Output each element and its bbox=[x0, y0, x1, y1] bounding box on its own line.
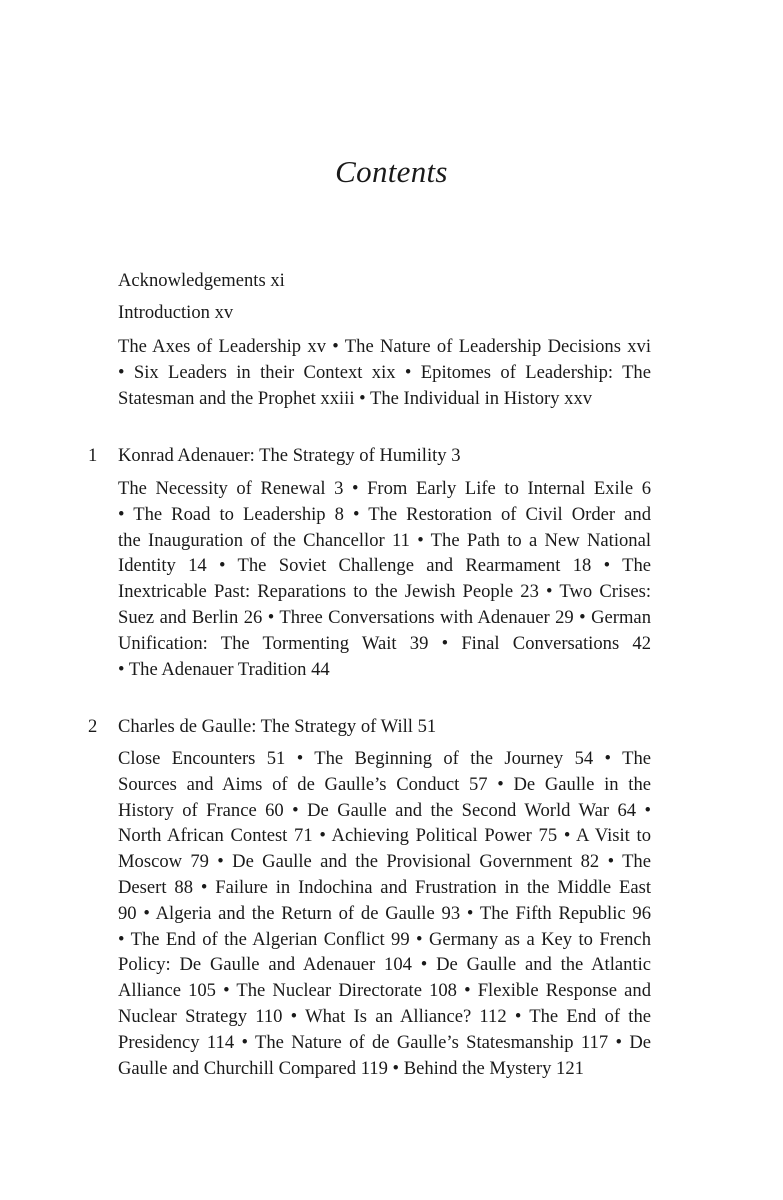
section-line: Desert 88 • Failure in Indochina and Frustration in the Middle East bbox=[118, 876, 651, 898]
section-line: Identity 14 • The Soviet Challenge and Rearmament 18 • The bbox=[118, 555, 651, 577]
toc-entry-acknowledgements: Acknowledgements xi bbox=[118, 270, 285, 291]
section-line: Alliance 105 • The Nuclear Directorate 108 • Flexible Response and bbox=[118, 980, 651, 1002]
section-line: Inextricable Past: Reparations to the Jewish People 23 • Two Crises: bbox=[118, 581, 651, 603]
chapter-title: Charles de Gaulle: The Strategy of Will 51 bbox=[118, 716, 437, 737]
section-line: The Necessity of Renewal 3 • From Early Life to Internal Exile 6 bbox=[118, 478, 651, 499]
section-line: the Inauguration of the Chancellor 11 • The Path to a New National bbox=[118, 529, 651, 551]
page-title: Contents bbox=[335, 154, 448, 189]
chapter-sections bbox=[118, 746, 651, 1081]
section-line: Sources and Aims of de Gaulle’s Conduct 57 • De Gaulle in the bbox=[118, 773, 651, 795]
section-line: • The Road to Leadership 8 • The Restoration of Civil Order and bbox=[118, 503, 651, 525]
section-line: Gaulle and Churchill Compared 119 • Behind the Mystery 121 bbox=[118, 1057, 584, 1079]
section-line: Close Encounters 51 • The Beginning of the Journey 54 • The bbox=[118, 748, 651, 769]
section-line: 90 • Algeria and the Return of de Gaulle 93 • The Fifth Republic 96 bbox=[118, 902, 651, 924]
chapter-number: 2 bbox=[88, 716, 98, 737]
section-line: • The Adenauer Tradition 44 bbox=[118, 658, 330, 680]
section-line: Policy: De Gaulle and Adenauer 104 • De Gaulle and the Atlantic bbox=[118, 954, 651, 976]
section-line: Suez and Berlin 26 • Three Conversations with Adenauer 29 • German bbox=[118, 606, 651, 628]
section-line: The Axes of Leadership xv • The Nature of Leadership Decisions xvi bbox=[118, 336, 651, 357]
section-line: • The End of the Algerian Conflict 99 • Germany as a Key to French bbox=[118, 928, 651, 950]
introduction-sections bbox=[118, 334, 651, 411]
toc-entry-introduction: Introduction xv bbox=[118, 302, 234, 323]
chapter-title: Konrad Adenauer: The Strategy of Humility 3 bbox=[118, 445, 461, 466]
chapter-number: 1 bbox=[88, 445, 98, 466]
section-line: History of France 60 • De Gaulle and the Second World War 64 • bbox=[118, 799, 651, 821]
section-line: Moscow 79 • De Gaulle and the Provisional Government 82 • The bbox=[118, 851, 651, 873]
section-line: • Six Leaders in their Context xix • Epitomes of Leadership: The bbox=[118, 361, 651, 383]
section-line: Statesman and the Prophet xxiii • The Individual in History xxv bbox=[118, 387, 593, 409]
section-line: Nuclear Strategy 110 • What Is an Alliance? 112 • The End of the bbox=[118, 1005, 651, 1027]
section-line: Unification: The Tormenting Wait 39 • Final Conversations 42 bbox=[118, 632, 651, 654]
section-line: North African Contest 71 • Achieving Political Power 75 • A Visit to bbox=[118, 825, 651, 847]
section-line: Presidency 114 • The Nature of de Gaulle’s Statesmanship 117 • De bbox=[118, 1031, 651, 1053]
chapter-sections bbox=[118, 476, 651, 682]
